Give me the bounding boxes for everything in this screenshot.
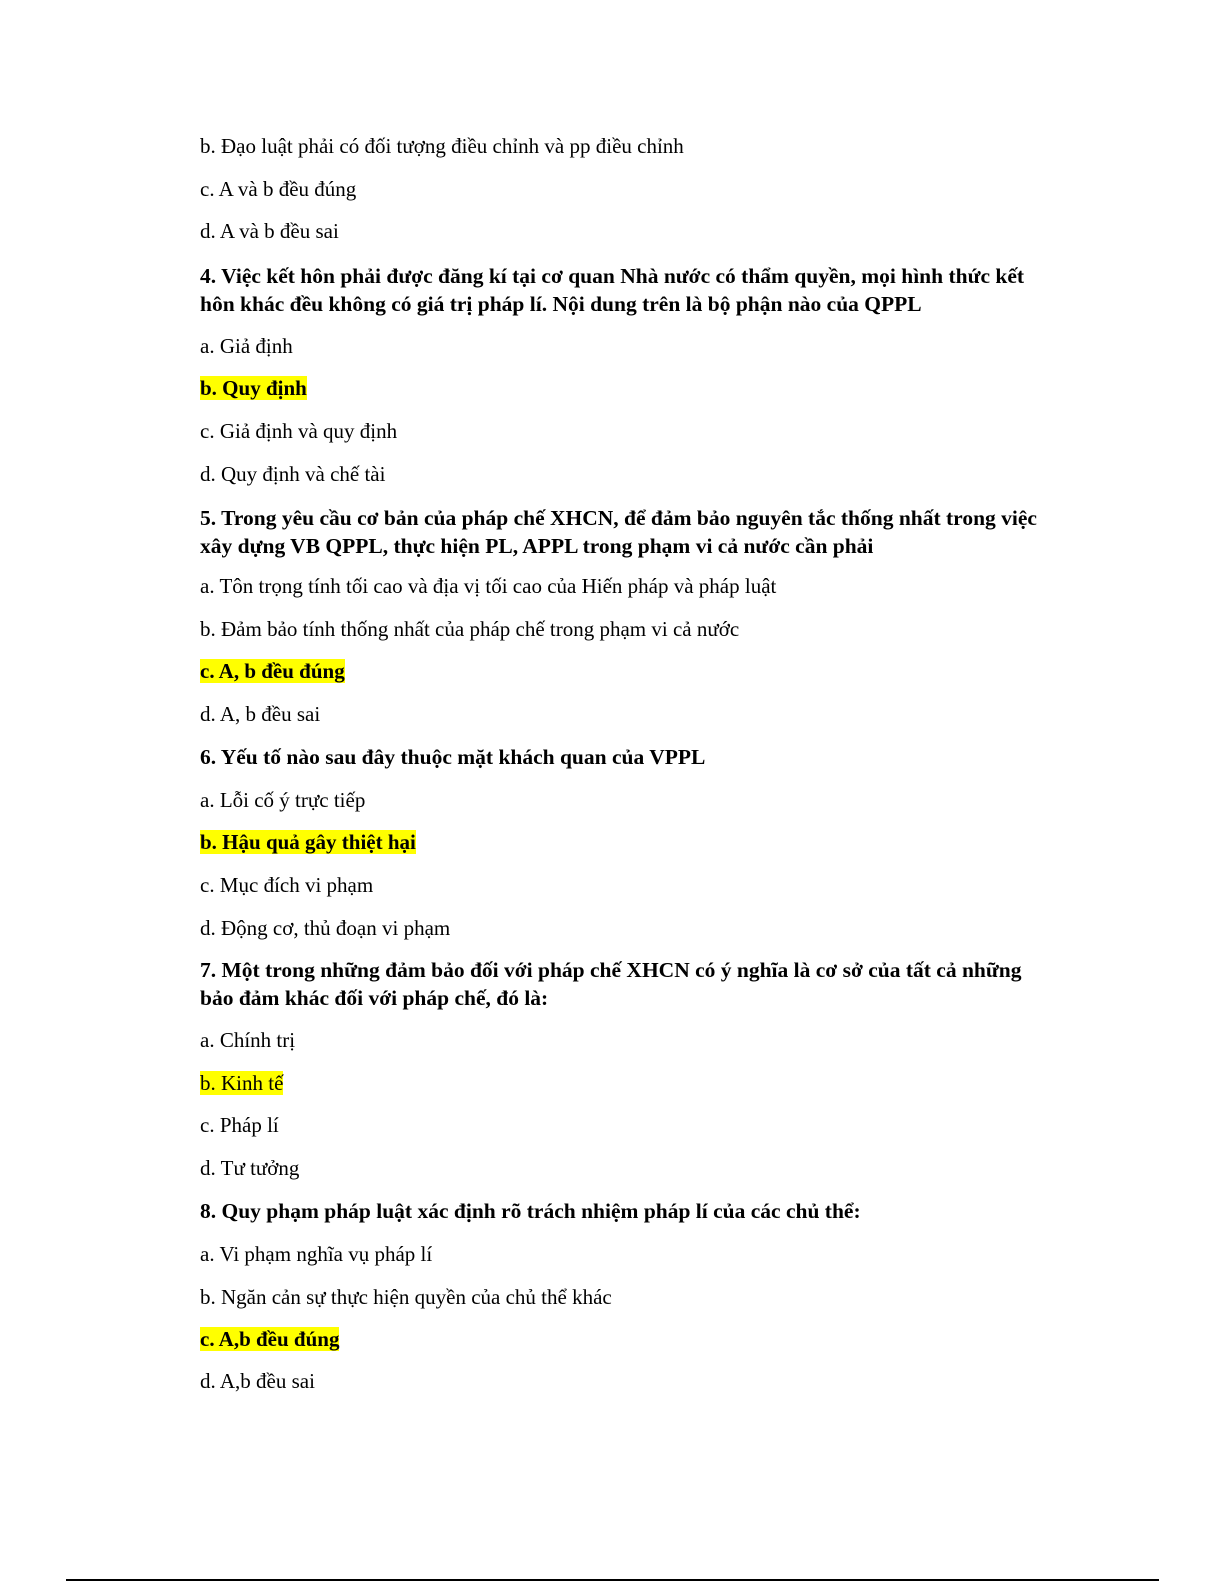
q6-option-b: [200, 829, 416, 855]
option-b-q3: b. Đạo luật phải có đối tượng điều chỉnh và pp điều chỉnh: [200, 134, 684, 158]
q5-option-a: a. Tôn trọng tính tối cao và địa vị tối cao của Hiến pháp và pháp luật: [200, 574, 777, 598]
q5-option-d: d. A, b đều sai: [200, 702, 321, 726]
q8-option-d: d. A,b đều sai: [200, 1369, 315, 1393]
q8-answer-highlight: c. A,b đều đúng: [200, 1327, 340, 1351]
page-bottom-rule: [66, 1579, 1159, 1581]
q7-option-a: a. Chính trị: [200, 1028, 296, 1052]
q6-option-c: c. Mục đích vi phạm: [200, 873, 374, 897]
q4-option-c: c. Giả định và quy định: [200, 419, 398, 443]
q4-option-b: [200, 375, 307, 401]
q4-option-a: a. Giả định: [200, 334, 293, 358]
q8-option-b: b. Ngăn cản sự thực hiện quyền của chủ thể khác: [200, 1285, 612, 1309]
q7-option-d: d. Tư tưởng: [200, 1156, 300, 1180]
q5-answer-highlight: c. A, b đều đúng: [200, 659, 345, 683]
q4-option-d: d. Quy định và chế tài: [200, 462, 386, 486]
q6-option-d: d. Động cơ, thủ đoạn vi phạm: [200, 916, 451, 940]
question-4-prompt: 4. Việc kết hôn phải được đăng kí tại cơ quan Nhà nước có thẩm quyền, mọi hình thức kết hôn khác đều không có giá trị pháp lí. Nội dung trên là bộ phận nào của QPPL: [200, 264, 1025, 316]
q8-option-c: [200, 1326, 339, 1352]
question-5-prompt: 5. Trong yêu cầu cơ bản của pháp chế XHCN, để đảm bảo nguyên tắc thống nhất trong việc xây dựng VB QPPL, thực hiện PL, APPL trong phạm vi cả nước cần phải: [200, 506, 1037, 558]
q7-option-b: [200, 1070, 283, 1096]
q7-option-c: c. Pháp lí: [200, 1113, 279, 1137]
option-d-q3: d. A và b đều sai: [200, 219, 339, 243]
q5-option-b: b. Đảm bảo tính thống nhất của pháp chế trong phạm vi cả nước: [200, 617, 740, 641]
q4-answer-highlight: b. Quy định: [200, 376, 307, 400]
q8-option-a: a. Vi phạm nghĩa vụ pháp lí: [200, 1242, 433, 1266]
question-7-prompt: 7. Một trong những đảm bảo đối với pháp chế XHCN có ý nghĩa là cơ sở của tất cả những bảo đảm khác đối với pháp chế, đó là:: [200, 958, 1022, 1010]
question-8-prompt: 8. Quy phạm pháp luật xác định rõ trách nhiệm pháp lí của các chủ thể:: [200, 1199, 861, 1223]
q6-answer-highlight: b. Hậu quả gây thiệt hại: [200, 830, 416, 854]
option-c-q3: c. A và b đều đúng: [200, 177, 357, 201]
q6-option-a: a. Lỗi cố ý trực tiếp: [200, 788, 366, 812]
q7-answer-highlight: b. Kinh tế: [200, 1071, 284, 1095]
question-6-prompt: 6. Yếu tố nào sau đây thuộc mặt khách quan của VPPL: [200, 745, 706, 769]
q5-option-c: [200, 658, 345, 684]
